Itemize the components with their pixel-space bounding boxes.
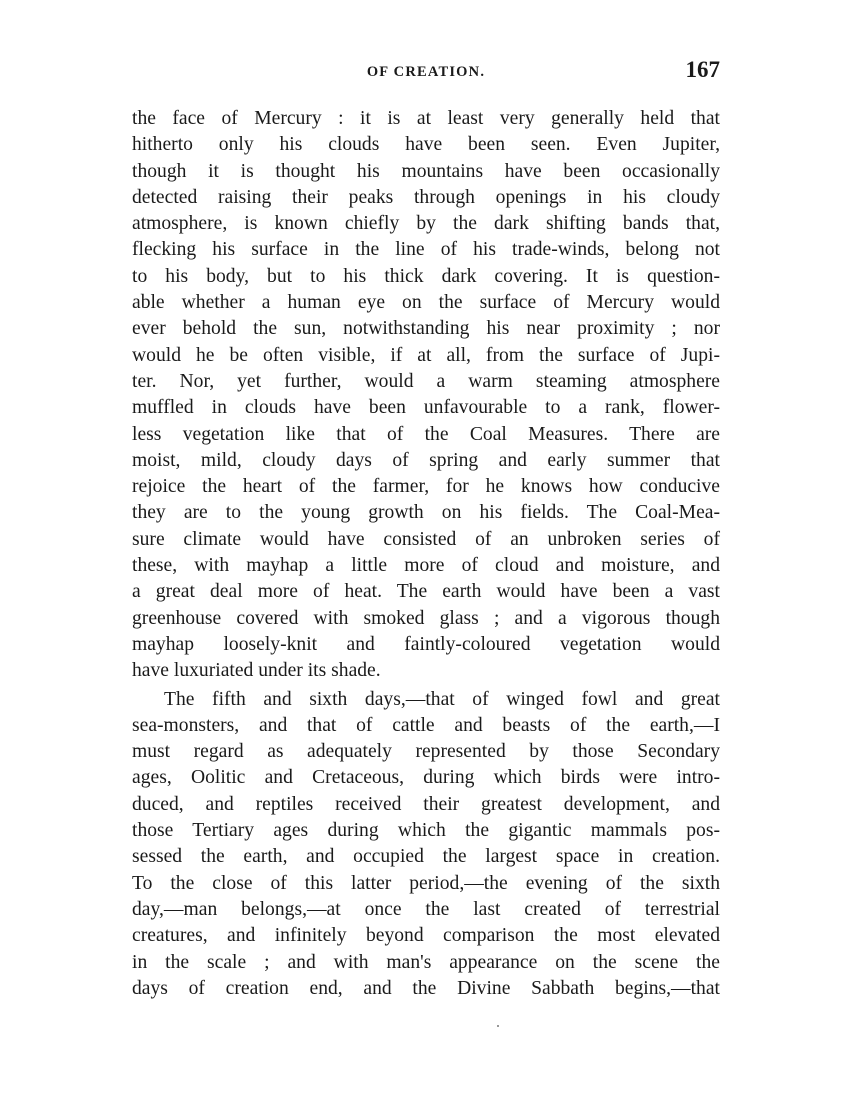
text-line: moist, mild, cloudy days of spring and early summer that [132,449,720,471]
text-line: muffled in clouds have been unfavourable to a rank, flower- [132,397,720,419]
body-text [132,106,720,1002]
text-line: ages, Oolitic and Cretaceous, during which birds were intro- [132,767,720,789]
text-line: less vegetation like that of the Coal Measures. There are [132,423,720,445]
print-speck [497,1025,499,1027]
running-head [132,57,720,88]
running-title: OF CREATION. [366,64,486,80]
text-line: would he be often visible, if at all, from the surface of Jupi- [132,344,720,366]
text-line: To the close of this latter period,—the evening of the sixth [132,872,720,894]
text-line: rejoice the heart of the farmer, for he knows how conducive [132,476,720,498]
text-line: the face of Mercury : it is at least very generally held that [132,108,720,129]
text-line: hitherto only his clouds have been seen. Even Jupiter, [132,134,720,156]
text-line: days of creation end, and the Divine Sabbath begins,—that [132,977,720,999]
text-line: able whether a human eye on the surface of Mercury would [132,292,720,314]
text-line: these, with mayhap a little more of cloud and moisture, and [132,555,720,577]
text-line: sure climate would have consisted of an unbroken series of [132,528,720,550]
text-line: ter. Nor, yet further, would a warm steaming atmosphere [132,370,720,392]
text-line: atmosphere, is known chiefly by the dark shifting bands that, [132,213,720,235]
text-line: in the scale ; and with man's appearance on the scene the [132,951,720,973]
text-line: detected raising their peaks through openings in his cloudy [132,186,720,208]
text-line: ever behold the sun, notwithstanding his near proximity ; nor [132,318,720,340]
text-line: they are to the young growth on his fields. The Coal-Mea- [132,502,720,524]
text-line: those Tertiary ages during which the gigantic mammals pos- [132,820,720,842]
text-line: sessed the earth, and occupied the largest space in creation. [132,846,720,868]
text-line: sea-monsters, and that of cattle and beasts of the earth,—I [132,714,720,736]
text-line: must regard as adequately represented by those Secondary [132,741,720,763]
text-line: flecking his surface in the line of his trade-winds, belong not [132,239,720,261]
text-line: a great deal more of heat. The earth would have been a vast [132,581,720,603]
text-line: greenhouse covered with smoked glass ; and a vigorous though [132,607,720,629]
text-line: creatures, and infinitely beyond comparison the most elevated [132,925,720,947]
text-line: though it is thought his mountains have been occasionally [132,160,720,182]
text-line: day,—man belongs,—at once the last created of terrestrial [132,898,720,920]
text-line: to his body, but to his thick dark covering. It is question- [132,265,720,287]
page-number: 167 [685,57,720,82]
paragraph [132,106,720,685]
paragraph [132,687,720,1003]
text-line: duced, and reptiles received their greatest development, and [132,793,720,815]
text-line: The fifth and sixth days,—that of winged fowl and great [164,688,720,710]
text-line: mayhap loosely-knit and faintly-coloured vegetation would [132,633,720,655]
text-line: have luxuriated under its shade. [132,660,381,682]
